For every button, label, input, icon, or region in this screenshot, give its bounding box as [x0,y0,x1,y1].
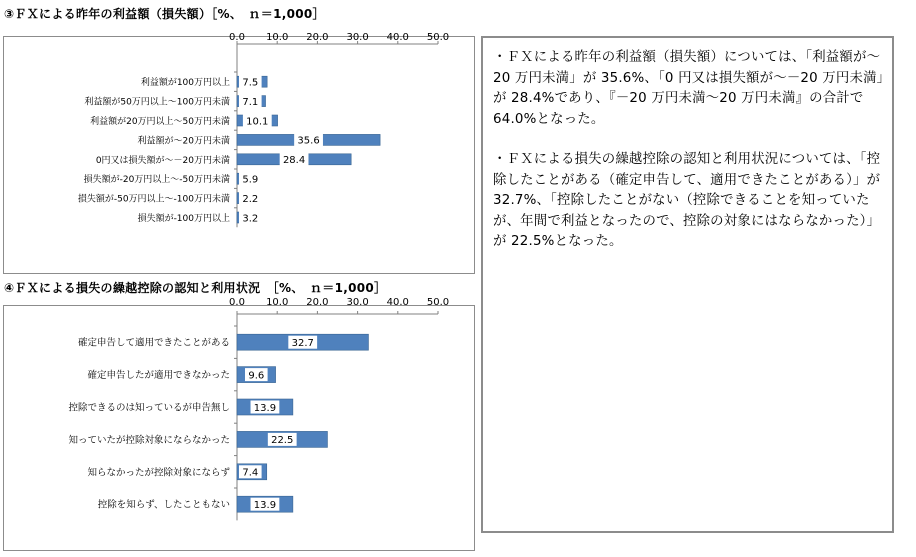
summary-paragraph-profit-loss: ・ＦＸによる昨年の利益額（損失額）については、「利益額が～20 万円未満」が 35.6%、「0 円又は損失額が～－20 万円未満」が 28.4%であり、『－20 万円未満～20 万円未満』の合計で 64.0%となった。 [493,50,884,127]
category-label: 利益額が～20万円未満 [137,136,230,147]
x-tick-label: 20.0 [306,32,329,43]
data-label: 9.6 [248,370,265,382]
data-label: 7.5 [242,77,259,89]
chart-title-loss-carryforward: ④ＦＸによる損失の繰越控除の認知と利用状況 ［%、 ｎ＝1,000］ [4,281,387,295]
data-label: 2.2 [242,193,259,205]
data-label: 13.9 [253,500,277,511]
x-tick-label: 10.0 [266,32,289,43]
data-label: 32.7 [291,338,314,349]
data-label: 22.5 [271,435,294,447]
x-tick-label: 50.0 [426,297,450,308]
category-label: 確定申告して適用できたことがある [77,337,230,349]
x-tick-label: 30.0 [346,297,369,308]
x-tick-label: 40.0 [386,297,409,308]
chart-title-profit-loss: ③ＦＸによる昨年の利益額（損失額）［%、 ｎ＝1,000］ [4,7,325,21]
x-tick-label: 0.0 [229,32,245,43]
category-label: 知らなかったが控除対象にならず [87,467,230,479]
data-label: 3.2 [242,213,259,225]
data-label: 7.1 [242,96,259,108]
category-label: 利益額が50万円以上～100万円未満 [84,97,230,108]
category-label: 損失額が-50万円以上～-100万円未満 [77,194,230,205]
category-label: 損失額が-20万円以上～-50万円未満 [83,175,230,186]
x-tick-label: 0.0 [229,297,245,308]
x-tick-label: 20.0 [306,297,329,308]
x-tick-label: 50.0 [426,32,450,43]
summary-paragraph-loss-carryforward: ・ＦＸによる損失の繰越控除の認知と利用状況については、「控除したことがある（確定申告して、適用できたことがある）」が 32.7%、「控除したことがない（控除できることを知っていたが、年間で利益となったので、控除の対象にはならなかった）」が 22.5%となった。 [493,152,881,249]
summary-text-box [481,36,894,533]
category-label: 利益額が100万円以上 [140,78,230,89]
data-label: 28.4 [282,155,306,167]
category-label: 0円又は損失額が～－20万円未満 [95,155,230,166]
category-label: 控除を知らず、したこともない [97,499,230,511]
x-tick-label: 40.0 [386,32,409,43]
category-label: 利益額が20万円以上～50万円未満 [90,117,230,127]
data-label: 10.1 [246,116,269,128]
data-label: 13.9 [253,402,277,414]
x-tick-label: 10.0 [266,297,289,308]
category-label: 控除できるのは知っているが申告無し [68,402,230,414]
x-tick-label: 30.0 [346,32,369,43]
category-label: 知っていたが控除対象にならなかった [68,434,230,446]
category-label: 確定申告したが適用できなかった [87,370,230,382]
data-label: 35.6 [297,135,320,147]
data-label: 5.9 [242,174,259,186]
category-label: 損失額が-100万円以上 [137,214,230,224]
data-label: 7.4 [242,467,259,479]
